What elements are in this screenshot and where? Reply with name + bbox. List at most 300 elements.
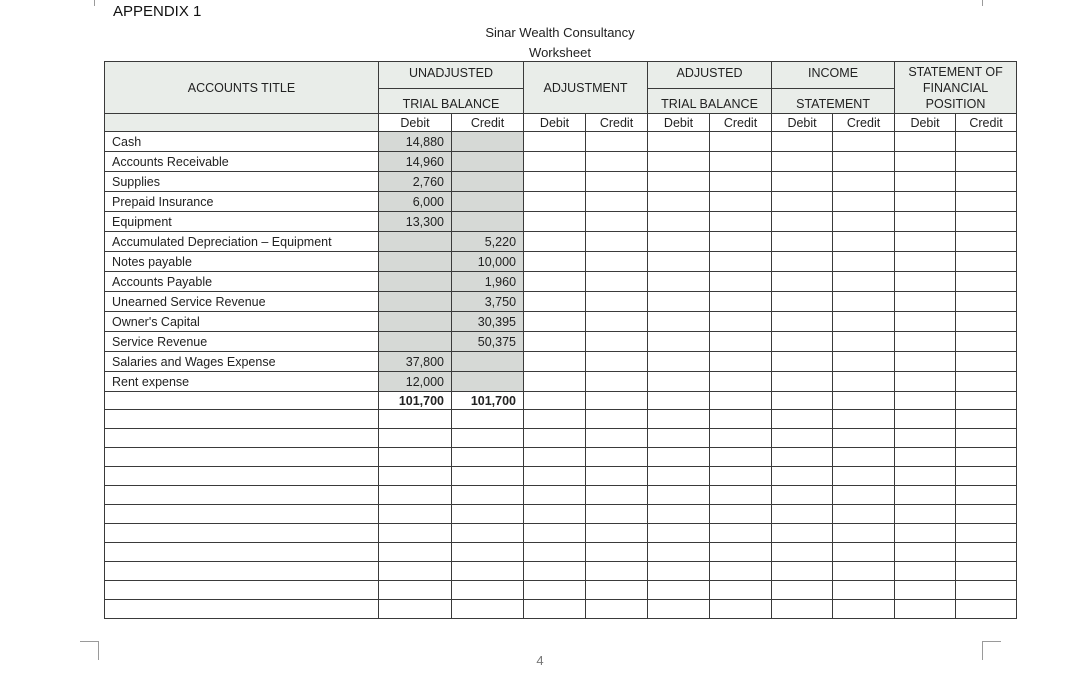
table-row [105,252,1017,272]
empty-cell [648,172,710,192]
empty-cell [895,581,956,600]
empty-cell [956,448,1017,467]
empty-cell [895,429,956,448]
empty-cell [648,312,710,332]
empty-cell [833,467,895,486]
unadjusted-credit: 1,960 [452,272,524,292]
unadjusted-trial-balance-header: TRIAL BALANCE [379,89,524,114]
empty-cell [895,505,956,524]
empty-cell [524,292,586,312]
empty-cell [648,448,710,467]
empty-cell [452,562,524,581]
empty-cell [772,467,833,486]
empty-cell [586,172,648,192]
empty-cell [524,410,586,429]
table-row [105,272,1017,292]
table-row [105,192,1017,212]
empty-cell [895,152,956,172]
empty-cell [772,132,833,152]
empty-cell [452,410,524,429]
adjustment-header: ADJUSTMENT [524,62,648,114]
table-row [105,352,1017,372]
empty-cell [105,524,379,543]
empty-cell [833,252,895,272]
unadjusted-debit [379,232,452,252]
empty-cell [833,272,895,292]
empty-cell [772,312,833,332]
table-row [105,212,1017,232]
credit-header: Credit [956,114,1017,132]
empty-cell [648,429,710,448]
adjusted-header: ADJUSTED [648,62,772,89]
unadjusted-credit: 5,220 [452,232,524,252]
account-name: Accounts Receivable [105,152,379,172]
empty-cell [524,448,586,467]
empty-cell [833,410,895,429]
unadjusted-debit [379,272,452,292]
empty-cell [379,486,452,505]
sofp-header-line: FINANCIAL [922,80,989,95]
empty-cell [710,562,772,581]
empty-cell [956,372,1017,392]
table-row [105,332,1017,352]
empty-cell [710,581,772,600]
empty-cell [956,132,1017,152]
accounts-title-header-cell [105,114,379,132]
empty-cell [772,292,833,312]
empty-cell [524,505,586,524]
unadjusted-credit [452,212,524,232]
unadjusted-debit: 12,000 [379,372,452,392]
empty-cell [379,524,452,543]
empty-cell [710,372,772,392]
empty-cell [648,467,710,486]
empty-cell [524,543,586,562]
empty-cell [710,486,772,505]
empty-cell [710,600,772,619]
empty-cell [956,581,1017,600]
unadjusted-debit: 37,800 [379,352,452,372]
empty-cell [379,600,452,619]
unadjusted-credit: 50,375 [452,332,524,352]
table-row [105,132,1017,152]
empty-cell [648,232,710,252]
empty-cell [710,292,772,312]
page-corner-mark [982,0,1001,6]
unadjusted-debit: 14,880 [379,132,452,152]
empty-cell [524,312,586,332]
unadjusted-credit: 10,000 [452,252,524,272]
credit-header: Credit [586,114,648,132]
empty-cell [586,543,648,562]
empty-cell [586,352,648,372]
empty-cell [956,272,1017,292]
unadjusted-credit: 3,750 [452,292,524,312]
empty-cell [772,152,833,172]
empty-cell [586,429,648,448]
empty-cell [524,562,586,581]
credit-header: Credit [452,114,524,132]
empty-cell [710,232,772,252]
empty-cell [833,372,895,392]
empty-cell [895,232,956,252]
empty-cell [379,410,452,429]
empty-cell [648,332,710,352]
empty-cell [524,272,586,292]
empty-cell [895,252,956,272]
empty-cell [105,543,379,562]
debit-header: Debit [895,114,956,132]
empty-cell [895,467,956,486]
empty-cell [452,524,524,543]
empty-cell [710,152,772,172]
empty-cell [956,486,1017,505]
empty-cell [772,581,833,600]
empty-cell [710,312,772,332]
empty-cell [524,600,586,619]
empty-cell [586,252,648,272]
empty-cell [772,505,833,524]
empty-cell [833,332,895,352]
empty-cell [452,467,524,486]
empty-cell [772,252,833,272]
adjusted-trial-balance-header: TRIAL BALANCE [648,89,772,114]
empty-cell [895,292,956,312]
empty-cell [648,252,710,272]
empty-cell [895,372,956,392]
empty-cell [105,505,379,524]
empty-cell [105,486,379,505]
empty-cell [452,505,524,524]
empty-cell [772,332,833,352]
empty-cell [648,410,710,429]
blank-row [105,486,1017,505]
unadjusted-credit [452,372,524,392]
credit-header: Credit [710,114,772,132]
debit-header: Debit [772,114,833,132]
empty-cell [895,600,956,619]
empty-cell [105,467,379,486]
empty-cell [833,392,895,410]
empty-cell [586,392,648,410]
empty-cell [648,486,710,505]
income-statement-header: STATEMENT [772,89,895,114]
empty-cell [105,392,379,410]
unadjusted-debit [379,312,452,332]
debit-header: Debit [379,114,452,132]
empty-cell [956,524,1017,543]
empty-cell [379,429,452,448]
sofp-header-line: STATEMENT OF [908,64,1003,79]
empty-cell [895,312,956,332]
empty-cell [895,410,956,429]
empty-cell [956,562,1017,581]
empty-cell [379,448,452,467]
account-name: Accounts Payable [105,272,379,292]
empty-cell [772,172,833,192]
unadjusted-credit [452,172,524,192]
empty-cell [452,448,524,467]
empty-cell [833,352,895,372]
empty-cell [833,448,895,467]
empty-cell [772,392,833,410]
empty-cell [956,392,1017,410]
table-row [105,372,1017,392]
unadjusted-header: UNADJUSTED [379,62,524,89]
account-name: Cash [105,132,379,152]
empty-cell [452,600,524,619]
empty-cell [648,212,710,232]
debit-header: Debit [524,114,586,132]
empty-cell [772,600,833,619]
empty-cell [772,429,833,448]
accounts-title-header: ACCOUNTS TITLE [105,62,379,114]
empty-cell [586,505,648,524]
empty-cell [586,232,648,252]
empty-cell [710,392,772,410]
empty-cell [895,543,956,562]
table-row [105,232,1017,252]
empty-cell [648,372,710,392]
empty-cell [586,272,648,292]
unadjusted-credit: 30,395 [452,312,524,332]
empty-cell [895,172,956,192]
total-debit: 101,700 [379,392,452,410]
empty-cell [586,372,648,392]
account-name: Accumulated Depreciation – Equipment [105,232,379,252]
empty-cell [895,132,956,152]
empty-cell [105,448,379,467]
account-name: Equipment [105,212,379,232]
empty-cell [524,132,586,152]
empty-cell [956,212,1017,232]
empty-cell [895,212,956,232]
empty-cell [710,332,772,352]
unadjusted-debit: 14,960 [379,152,452,172]
empty-cell [956,252,1017,272]
empty-cell [648,524,710,543]
empty-cell [772,372,833,392]
unadjusted-credit [452,352,524,372]
table-row [105,152,1017,172]
empty-cell [833,212,895,232]
empty-cell [710,272,772,292]
empty-cell [586,292,648,312]
empty-cell [524,192,586,212]
empty-cell [648,392,710,410]
empty-cell [833,312,895,332]
empty-cell [524,172,586,192]
empty-cell [586,581,648,600]
empty-cell [772,448,833,467]
blank-row [105,562,1017,581]
empty-cell [956,292,1017,312]
debit-header: Debit [648,114,710,132]
empty-cell [710,448,772,467]
empty-cell [648,581,710,600]
empty-cell [833,292,895,312]
empty-cell [586,467,648,486]
empty-cell [710,467,772,486]
empty-cell [710,132,772,152]
empty-cell [833,152,895,172]
empty-cell [895,272,956,292]
empty-cell [895,448,956,467]
empty-cell [833,232,895,252]
empty-cell [710,192,772,212]
empty-cell [648,352,710,372]
empty-cell [524,352,586,372]
empty-cell [524,252,586,272]
account-name: Salaries and Wages Expense [105,352,379,372]
empty-cell [586,524,648,543]
empty-cell [772,212,833,232]
empty-cell [956,352,1017,372]
empty-cell [833,172,895,192]
blank-row [105,429,1017,448]
empty-cell [379,581,452,600]
total-credit: 101,700 [452,392,524,410]
empty-cell [895,392,956,410]
empty-cell [833,505,895,524]
empty-cell [956,332,1017,352]
blank-row [105,410,1017,429]
empty-cell [648,192,710,212]
empty-cell [895,486,956,505]
blank-row [105,505,1017,524]
page-corner-mark [80,0,95,6]
empty-cell [524,467,586,486]
empty-cell [524,429,586,448]
page-corner-mark [982,641,1001,660]
empty-cell [710,212,772,232]
empty-cell [772,352,833,372]
empty-cell [772,192,833,212]
empty-cell [648,132,710,152]
unadjusted-credit [452,132,524,152]
empty-cell [524,486,586,505]
empty-cell [833,524,895,543]
empty-cell [833,132,895,152]
empty-cell [105,562,379,581]
empty-cell [956,192,1017,212]
empty-cell [524,372,586,392]
empty-cell [710,252,772,272]
empty-cell [586,132,648,152]
table-row [105,172,1017,192]
empty-cell [105,429,379,448]
account-name: Unearned Service Revenue [105,292,379,312]
sofp-header [895,62,1017,114]
empty-cell [772,272,833,292]
empty-cell [524,332,586,352]
table-row [105,312,1017,332]
income-header: INCOME [772,62,895,89]
empty-cell [648,152,710,172]
empty-cell [452,429,524,448]
empty-cell [895,524,956,543]
empty-cell [956,172,1017,192]
sheet-title: Worksheet [529,45,591,60]
empty-cell [105,410,379,429]
page-corner-mark [80,641,99,660]
empty-cell [648,600,710,619]
unadjusted-credit [452,192,524,212]
empty-cell [956,152,1017,172]
unadjusted-debit [379,332,452,352]
account-name: Rent expense [105,372,379,392]
empty-cell [895,352,956,372]
account-name: Owner's Capital [105,312,379,332]
empty-cell [710,505,772,524]
empty-cell [452,581,524,600]
empty-cell [524,152,586,172]
table-row [105,292,1017,312]
empty-cell [586,192,648,212]
empty-cell [956,543,1017,562]
unadjusted-debit [379,252,452,272]
empty-cell [833,600,895,619]
empty-cell [956,600,1017,619]
account-name: Service Revenue [105,332,379,352]
empty-cell [379,543,452,562]
empty-cell [452,486,524,505]
unadjusted-debit: 6,000 [379,192,452,212]
empty-cell [956,429,1017,448]
credit-header: Credit [833,114,895,132]
account-name: Supplies [105,172,379,192]
empty-cell [772,543,833,562]
blank-row [105,543,1017,562]
empty-cell [710,410,772,429]
empty-cell [772,232,833,252]
unadjusted-debit: 2,760 [379,172,452,192]
empty-cell [586,600,648,619]
totals-row [105,392,1017,410]
blank-row [105,581,1017,600]
empty-cell [833,429,895,448]
empty-cell [586,212,648,232]
blank-row [105,600,1017,619]
empty-cell [379,505,452,524]
empty-cell [524,392,586,410]
page-number: 4 [536,653,544,668]
empty-cell [586,152,648,172]
empty-cell [524,212,586,232]
empty-cell [586,332,648,352]
empty-cell [833,562,895,581]
empty-cell [956,505,1017,524]
empty-cell [586,312,648,332]
empty-cell [833,543,895,562]
empty-cell [833,581,895,600]
debit-credit-header-row [105,114,1017,132]
empty-cell [586,486,648,505]
blank-row [105,524,1017,543]
empty-cell [710,524,772,543]
unadjusted-debit: 13,300 [379,212,452,232]
empty-cell [710,172,772,192]
blank-row [105,467,1017,486]
empty-cell [956,312,1017,332]
empty-cell [895,332,956,352]
empty-cell [586,410,648,429]
empty-cell [648,562,710,581]
empty-cell [648,543,710,562]
unadjusted-debit [379,292,452,312]
empty-cell [895,192,956,212]
empty-cell [379,467,452,486]
